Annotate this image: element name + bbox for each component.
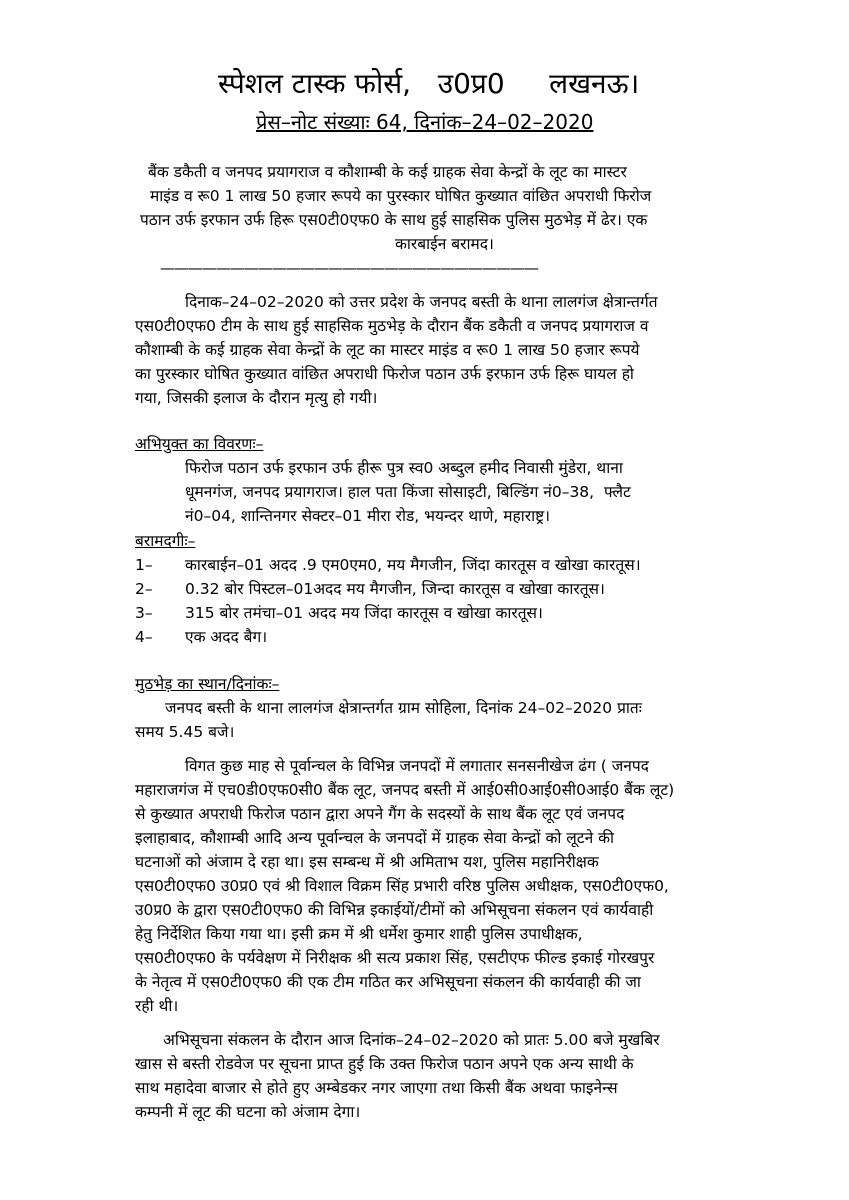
recovery-item: 0.32 बोर पिस्टल–01अदद मय मैगजीन, जिन्दा कारतूस व खोखा कारतूस। [185,580,605,598]
recovery-heading: बरामदगीः– [135,532,196,550]
summary-divider: ——————————————————————————— [160,259,538,277]
recovery-item-number: 4– [135,628,153,646]
accused-heading: अभियुक्त का विवरणः– [135,435,264,453]
intro-line: गया, जिसकी इलाज के दौरान मृत्यु हो गयी। [135,389,378,407]
intro-line: दिनाक–24–02–2020 को उत्तर प्रदेश के जनपद बस्ती के थाना लालगंज क्षेत्रान्तर्गत [185,293,658,311]
summary-line: पठान उर्फ इरफान उर्फ हिरू एस0टी0एफ0 के साथ हुई साहसिक पुलिस मुठभेड़ में ढेर। एक [140,211,648,229]
body-line: से कुख्यात अपराधी फिरोज पठान द्वारा अपने गैंग के सदस्यों के साथ बैंक लूट एवं जनपद [135,805,625,823]
document-title: स्पेशल टास्क फोर्स, उ0प्र0 लखनऊ। [218,67,640,100]
recovery-item-number: 3– [135,604,153,622]
summary-line: बैंक डकैती व जनपद प्रयागराज व कौशाम्बी के कई ग्राहक सेवा केन्द्रों के लूट का मास्टर [148,163,627,181]
intro-line: एस0टी0एफ0 टीम के साथ हुई साहसिक मुठभेड़ के दौरान बैंक डकैती व जनपद प्रयागराज व [135,317,649,335]
body-line: अभिसूचना संकलन के दौरान आज दिनांक–24–02–2020 को प्रातः 5.00 बजे मुखबिर [163,1031,660,1049]
body-line: रही थी। [135,997,179,1015]
summary-line: माइंड व रू0 1 लाख 50 हजार रूपये का पुरस्कार घोषित कुख्यात वांछित अपराधी फिरोज [150,187,652,205]
intro-line: का पुरस्कार घोषित कुख्यात वांछित अपराधी फिरोज पठान उर्फ इरफान उर्फ हिरू घायल हो [135,365,634,383]
body-line: के नेतृत्व में एस0टी0एफ0 की एक टीम गठित कर अभिसूचना संकलन की कार्यवाही की जा [135,973,641,991]
body-line: उ0प्र0 के द्वारा एस0टी0एफ0 की विभिन्न इकाईयों/टीमों को अभिसूचना संकलन एवं कार्यवाही [135,901,654,919]
body-line: इलाहाबाद, कौशाम्बी आदि अन्य पूर्वान्चल के जनपदों में ग्राहक सेवा केन्द्रों को लूटने की [135,829,615,847]
accused-line: धूमनगंज, जनपद प्रयागराज। हाल पता किंजा सोसाइटी, बिल्डिंग नं0–38, फ्लैट [185,483,631,501]
body-line: महाराजगंज में एच0डी0एफ0सी0 बैंक लूट, जनपद बस्ती में आई0सी0आई0सी0आई0 बैंक लूट) [135,781,675,799]
body-line: एस0टी0एफ0 के पर्यवेक्षण में निरीक्षक श्री सत्य प्रकाश सिंह, एसटीएफ फील्ड इकाई गोरखपुर [135,949,655,967]
body-line: कम्पनी में लूट की घटना को अंजाम देगा। [135,1103,361,1121]
place-line: जनपद बस्ती के थाना लालगंज क्षेत्रान्तर्गत ग्राम सोहिला, दिनांक 24–02–2020 प्रातः [165,699,642,717]
body-line: विगत कुछ माह से पूर्वान्चल के विभिन्न जनपदों में लगातार सनसनीखेज ढंग ( जनपद [185,757,649,775]
intro-line: कौशाम्बी के कई ग्राहक सेवा केन्द्रों के लूट का मास्टर माइंड व रू0 1 लाख 50 हजार रूपये [135,341,640,359]
recovery-item: 315 बोर तमंचा–01 अदद मय जिंदा कारतूस व खोखा कारतूस। [185,604,543,622]
recovery-item-number: 2– [135,580,153,598]
body-line: एस0टी0एफ0 उ0प्र0 एवं श्री विशाल विक्रम सिंह प्रभारी वरिष्ठ पुलिस अधीक्षक, एस0टी0एफ0, [135,877,669,895]
accused-line: फिरोज पठान उर्फ इरफान उर्फ हीरू पुत्र स्व0 अब्दुल हमीद निवासी मुंडेरा, थाना [185,459,623,477]
recovery-item: कारबाईन–01 अदद .9 एम0एम0, मय मैगजीन, जिंदा कारतूस व खोखा कारतूस। [185,556,641,574]
place-heading: मुठभेड़ का स्थान/दिनांकः– [135,675,280,693]
accused-line: नं0–04, शान्तिनगर सेक्टर–01 मीरा रोड, भयन्दर थाणे, महाराष्ट्र। [185,507,551,525]
body-line: हेतु निर्देशित किया गया था। इसी क्रम में श्री धर्मेश कुमार शाही पुलिस उपाधीक्षक, [135,925,583,943]
press-note-number: प्रेस–नोट संख्याः 64, दिनांक–24–02–2020 [256,110,594,134]
recovery-item-number: 1– [135,556,153,574]
body-line: साथ महादेवा बाजार से होते हुए अम्बेडकर नगर जाएगा तथा किसी बैंक अथवा फाइनेन्स [135,1079,618,1097]
place-line: समय 5.45 बजे। [135,723,235,741]
body-line: खास से बस्ती रोडवेज पर सूचना प्राप्त हुई कि उक्त फिरोज पठान अपने एक अन्य साथी के [135,1055,634,1073]
recovery-item: एक अदद बैग। [185,628,268,646]
body-line: घटनाओं को अंजाम दे रहा था। इस सम्बन्ध में श्री अमिताभ यश, पुलिस महानिरीक्षक [135,853,599,871]
summary-line: कारबाईन बरामद। [395,235,494,253]
